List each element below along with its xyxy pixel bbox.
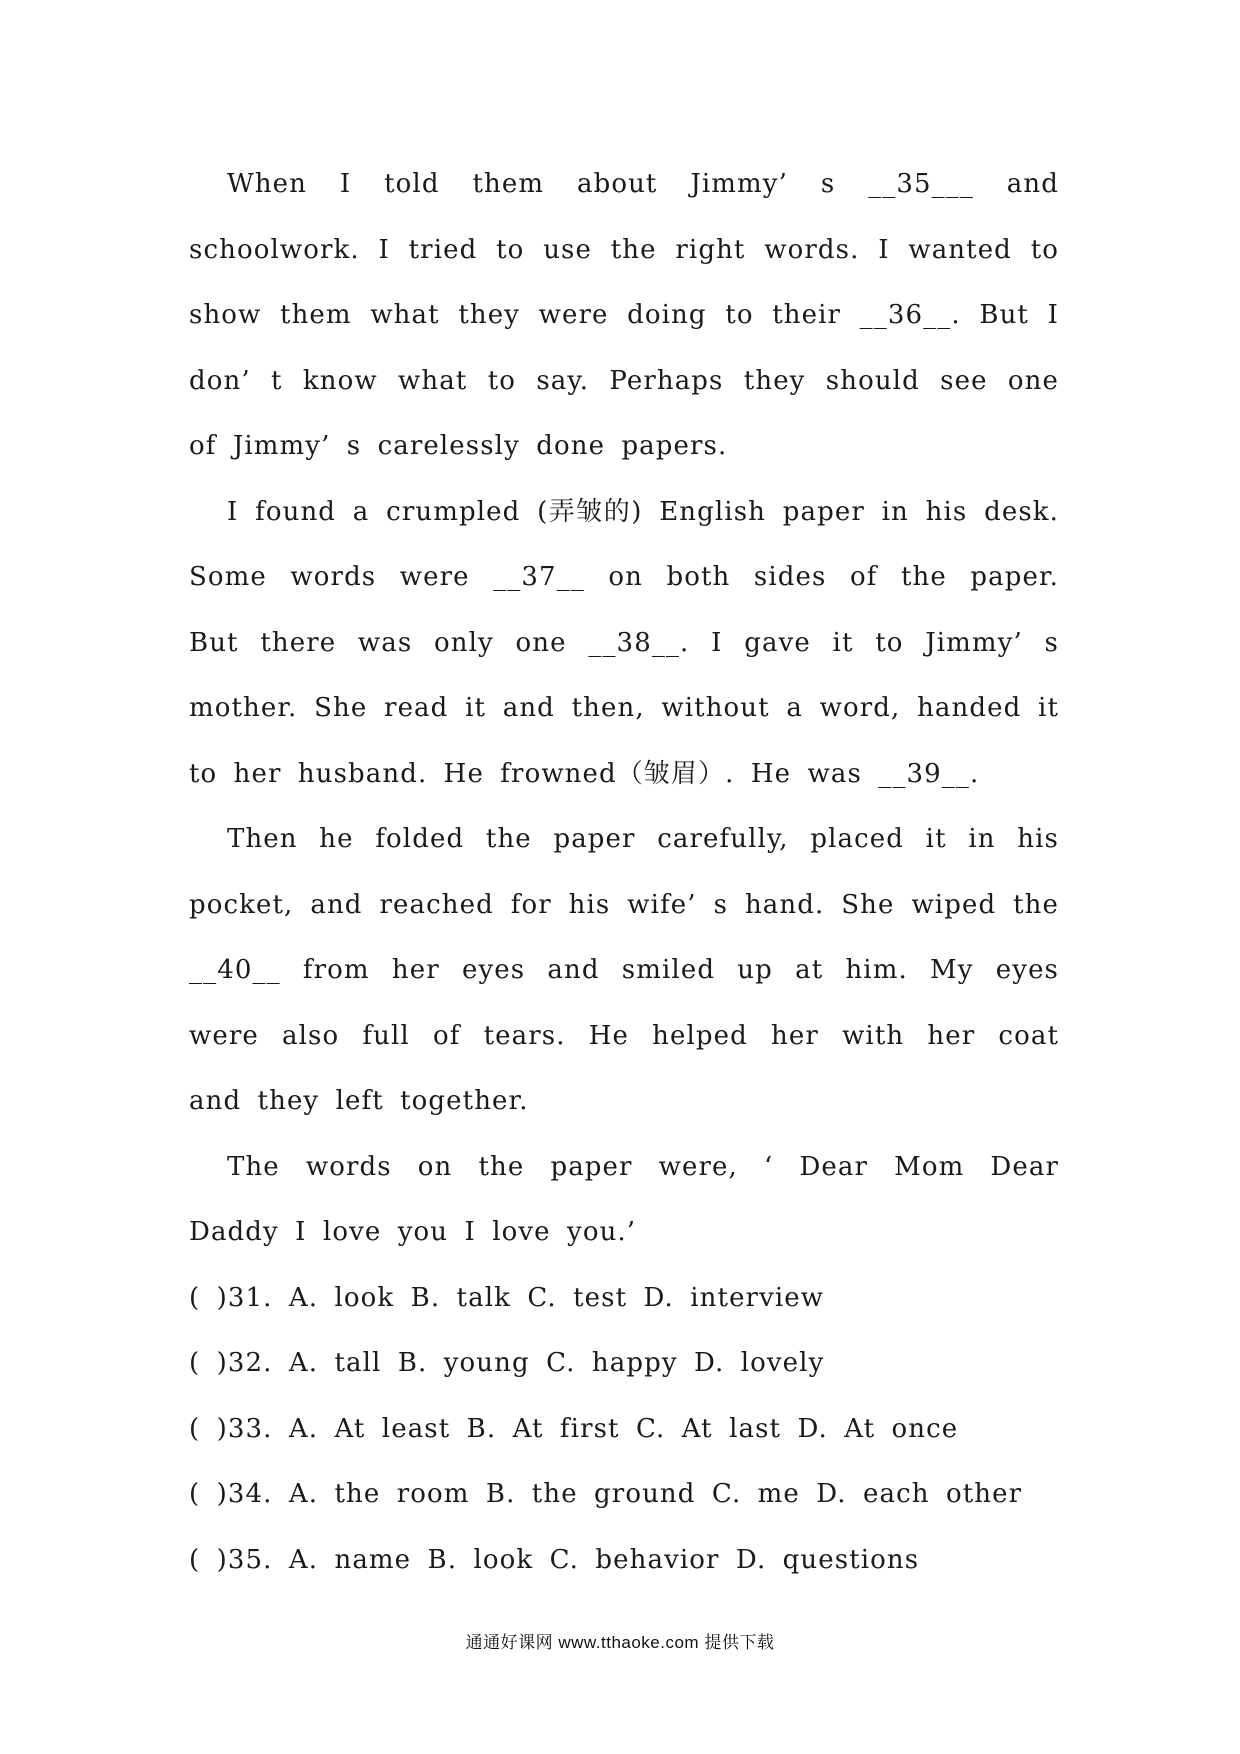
paragraph-2: I found a crumpled (弄皱的) English paper in his desk. Some words were __37__ on both sides of the paper. But there was only one __38__. I gave it to Jimmy’ s mother. She read it and then, without a word, handed it to her husband. He frowned（皱眉）. He was __39__.	[189, 496, 1059, 789]
question-34: ( )34. A. the room B. the ground C. me D. each other	[189, 1479, 1023, 1509]
question-35: ( )35. A. name B. look C. behavior D. questions	[189, 1544, 920, 1575]
paragraph-1: When I told them about Jimmy’ s __35___ and schoolwork. I tried to use the right words. I wanted to show them what they were doing to their __36__. But I don’ t know what to say. Perhaps they should see one of Jimmy’ s carelessly done papers.	[189, 169, 1059, 461]
paragraph-4: The words on the paper were, ‘ Dear Mom Dear Daddy I love you I love you.’	[189, 1151, 1059, 1247]
question-31: ( )31. A. look B. talk C. test D. interview	[189, 1282, 825, 1313]
question-33: ( )33. A. At least B. At first C. At last D. At once	[189, 1413, 959, 1444]
question-32: ( )32. A. tall B. young C. happy D. lovely	[189, 1348, 825, 1378]
page-footer: 通通好课网 www.tthaoke.com 提供下载	[465, 1633, 775, 1652]
question-list	[189, 1266, 1059, 1594]
cloze-passage	[189, 152, 1059, 1593]
paragraph-3: Then he folded the paper carefully, placed it in his pocket, and reached for his wife’ s hand. She wiped the __40__ from her eyes and smiled up at him. My eyes were also full of tears. He helped her with her coat and they left together.	[189, 824, 1059, 1116]
